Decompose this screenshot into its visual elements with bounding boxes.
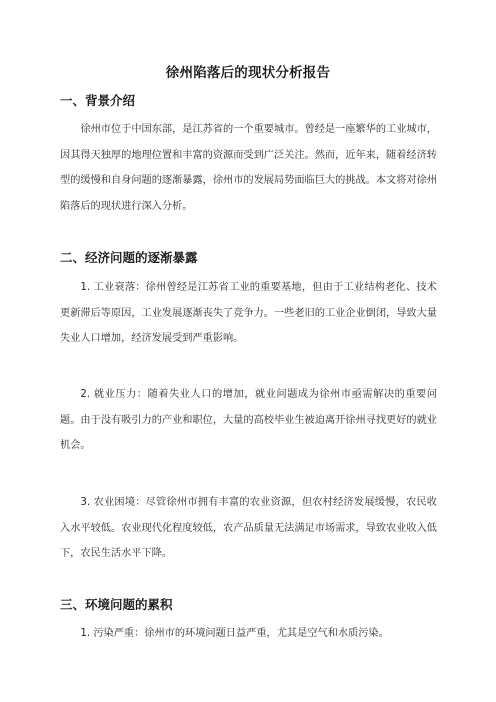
- paragraph-pollution: 1. 污染严重：徐州市的环境问题日益严重，尤其是空气和水质污染。: [80, 628, 389, 639]
- paragraph-agriculture-difficulty: 3. 农业困境：尽管徐州市拥有丰富的农业资源，但农村经济发展缓慢，农民收入水平较低。农业现代化程度较低，农产品质量无法满足市场需求，导致农业收入低下，农民生活水平下降。: [60, 497, 437, 560]
- document-title: 徐州陷落后的现状分析报告: [165, 65, 331, 81]
- paragraph-industry-decline: 1. 工业衰落：徐州曾经是江苏省工业的重要基地，但由于工业结构老化、技术更新滞后等原因，工业发展逐渐丧失了竞争力。一些老旧的工业企业倒闭，导致大量失业人口增加，经济发展受到严重影响。: [60, 282, 437, 345]
- paragraph-employment-pressure: 2. 就业压力：随着失业人口的增加，就业问题成为徐州市亟需解决的重要问题。由于没有吸引力的产业和职位，大量的高校毕业生被迫离开徐州寻找更好的就业机会。: [60, 389, 437, 452]
- section-heading-background: 一、背景介绍: [60, 93, 136, 108]
- paragraph-background: 徐州市位于中国东部，是江苏省的一个重要城市。曾经是一座繁华的工业城市，因其得天独厚的地理位置和丰富的资源而受到广泛关注。然而，近年来，随着经济转型的缓慢和自身问题的逐渐暴露，徐州市的发展局势面临巨大的挑战。本文将对徐州陷落后的现状进行深入分析。: [60, 124, 437, 212]
- section-heading-economy: 二、经济问题的逐渐暴露: [60, 250, 198, 265]
- section-heading-environment: 三、环境问题的累积: [60, 597, 173, 612]
